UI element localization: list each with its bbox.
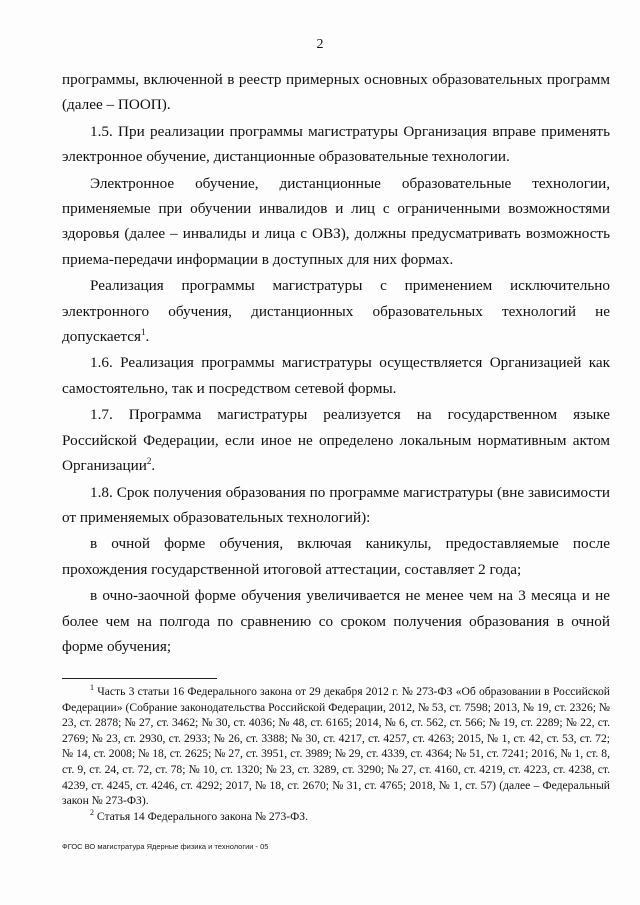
paragraph: программы, включенной в реестр примерных основных образовательных программ (далее – ПООП). [62, 71, 610, 114]
body-text [62, 67, 610, 660]
page-number: 2 [316, 37, 324, 52]
paragraph: в очной форме обучения, включая каникулы, предоставляемые после прохождения государственной итоговой аттестации, составляет 2 года; [62, 535, 610, 578]
footnote-ref: 1 [140, 327, 146, 337]
footnote-marker: 1 [90, 683, 94, 693]
paragraph: в очно-заочной форме обучения увеличивается не менее чем на 3 месяца и не более чем на полгода по сравнению со сроком получения образования в очной форме обучения; [62, 587, 610, 655]
paragraph: Электронное обучение, дистанционные образовательные технологии, применяемые при обучении инвалидов и лиц с ограниченными возможностями здоровья (далее – инвалиды и лица с ОВЗ), должны предусматривать возможность приема-передачи информации в доступных для них формах. [62, 174, 610, 268]
footnote-ref: 2 [146, 456, 152, 467]
page-footer: ФГОС ВО магистратура Ядерные физика и технологии - 05 [62, 842, 269, 851]
paragraph: 1.8. Срок получения образования по программе магистратуры (вне зависимости от применяемых образовательных технологий): [62, 483, 610, 526]
footnotes [62, 684, 610, 824]
footnote: $^2$ Статья 14 Федерального закона № 273-ФЗ. [90, 807, 308, 823]
footnote-separator [62, 678, 217, 679]
paragraph: 1.6. Реализация программы магистратуры осуществляется Организацией как самостоятельно, так и посредством сетевой формы. [62, 354, 610, 397]
footnote-marker: 2 [90, 807, 94, 817]
paragraph: 1.5. При реализации программы магистратуры Организация вправе применять электронное обучение, дистанционные образовательные технологии. [62, 122, 610, 166]
paragraph: 1.7. Программа магистратуры реализуется на государственном языке Российской Федерации, если иное не определено локальным нормативным актом Организации$^2$. [62, 406, 610, 475]
footnote: $^1$ Часть 3 статьи 16 Федерального закона от 29 декабря 2012 г. № 273-ФЗ «Об образовании в Российской Федерации» (Собрание законодательства Российской Федерации, 2012, № 53, ст. 7598; 2013, № 19, ст. 2326; № 23, ст. 2878; № 27, ст. 3462; № 30, ст. 4036; № 48, ст. 6165; 2014, № 6, ст. 562, ст. 566; № 19, ст. 2289; № 22, ст. 2769; № 23, ст. 2930, ст. 2933; № 26, ст. 3388; № 30, ст. 4217, ст. 4257, ст. 4263; 2015, № 1, ст. 42, ст. 53, ст. 72; № 14, ст. 2008; № 18, ст. 2625; № 27, ст. 3951, ст. 3989; № 29, ст. 4339, ст. 4364; № 51, ст. 7241; 2016, № 1, ст. 8, ст. 9, ст. 24, ст. 72, ст. 78; № 10, ст. 1320; № 23, ст. 3289, ст. 3290; № 27, ст. 4160, ст. 4219, ст. 4223, ст. 4238, ст. 4239, ст. 4245, ст. 4246, ст. 4292; 2017, № 18, ст. 2670; № 31, ст. 4765; 2018, № 1, ст. 57) (далее – Федеральный закон № 273-ФЗ). [62, 683, 610, 808]
paragraph: Реализация программы магистратуры с применением исключительно электронного обучения, дистанционных образовательных технологий не допускается$^1$. [62, 277, 610, 346]
